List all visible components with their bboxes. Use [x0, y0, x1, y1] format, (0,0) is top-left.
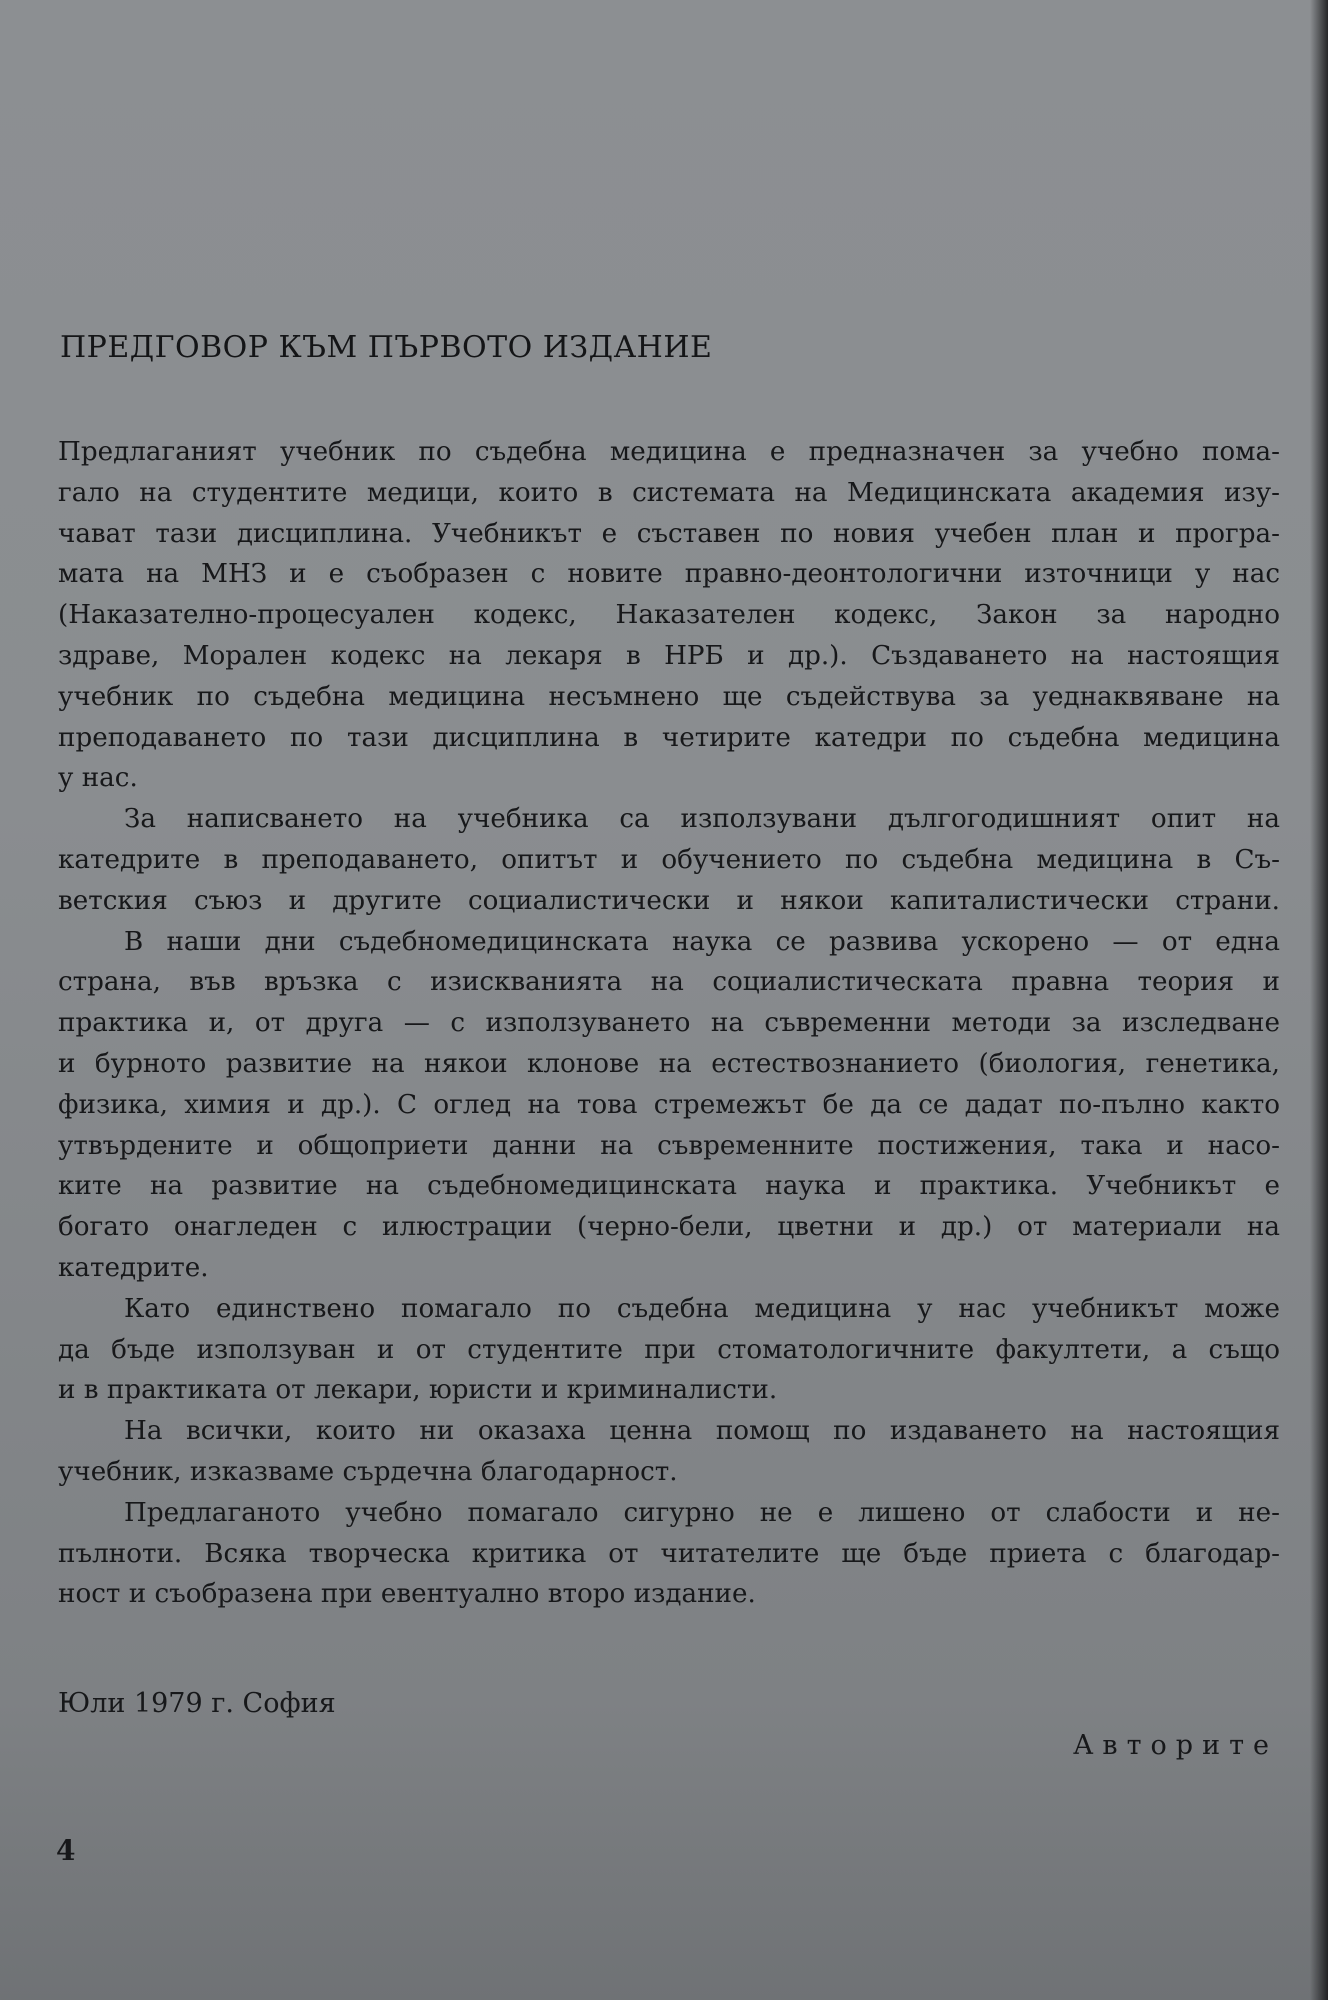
text-line: ност и съобразена при евентуално второ издание. [58, 1579, 756, 1610]
text-line: физика, химия и др.). С оглед на това стремежът бе да се дадат по-пълно както [58, 1089, 1280, 1120]
text-line: ките на развитие на съдебномедицинската наука и практика. Учебникът е [58, 1171, 1280, 1202]
text-line: На всички, които ни оказаха ценна помощ по издаването на настоящия [124, 1416, 1280, 1447]
text-line: утвърдените и общоприети данни на съвременните постижения, така и насо- [58, 1130, 1280, 1161]
page-title: ПРЕДГОВОР КЪМ ПЪРВОТО ИЗДАНИЕ [60, 330, 713, 365]
text-line: пълноти. Всяка творческа критика от читателите ще бъде приета с благодар- [58, 1538, 1280, 1569]
authors-signature: Авторите [1072, 1730, 1278, 1761]
text-line: Като единствено помагало по съдебна медицина у нас учебникът може [124, 1293, 1280, 1324]
text-line: страна, във връзка с изискванията на социалистическата правна теория и [58, 967, 1280, 998]
date-place: Юли 1979 г. София [58, 1688, 336, 1719]
text-line: богато онагледен с илюстрации (черно-бели, цветни и др.) от материали на [58, 1212, 1280, 1243]
text-line: чават тази дисциплина. Учебникът е съставен по новия учебен план и програ- [58, 518, 1280, 549]
text-line: и бурното развитие на някои клонове на естествознанието (биология, генетика, [58, 1048, 1280, 1079]
text-line: ветския съюз и другите социалистически и някои капиталистически страни. [58, 885, 1280, 916]
text-line: В наши дни съдебномедицинската наука се развива ускорено — от една [124, 926, 1280, 957]
text-line: здраве, Морален кодекс на лекаря в НРБ и др.). Създаването на настоящия [58, 640, 1280, 671]
text-line: Предлаганото учебно помагало сигурно не е лишено от слабости и не- [124, 1497, 1280, 1528]
text-line: учебник по съдебна медицина несъмнено ще съдействува за уеднаквяване на [58, 681, 1280, 712]
text-line: практика и, от друга — с използуването на съвременни методи за изследване [58, 1008, 1280, 1039]
text-line: За написването на учебника са използувани дългогодишният опит на [124, 804, 1280, 835]
text-line: катедрите в преподаването, опитът и обучението по съдебна медицина в Съ- [58, 844, 1280, 875]
text-line: (Наказателно-процесуален кодекс, Наказателен кодекс, Закон за народно [58, 600, 1280, 631]
text-line: у нас. [58, 763, 138, 794]
text-line: мата на МНЗ и е съобразен с новите правно-деонтологични източници у нас [58, 559, 1280, 590]
preface-body [58, 432, 1280, 1615]
text-line: учебник, изказваме сърдечна благодарност. [58, 1456, 678, 1487]
text-line: преподаването по тази дисциплина в четирите катедри по съдебна медицина [58, 722, 1280, 753]
text-line: Предлаганият учебник по съдебна медицина е предназначен за учебно пома- [58, 437, 1280, 467]
text-line: и в практиката от лекари, юристи и криминалисти. [58, 1375, 778, 1406]
text-line: гало на студентите медици, които в системата на Медицинската академия изу- [58, 477, 1280, 508]
text-line: да бъде използуван и от студентите при стоматологичните факултети, а също [58, 1334, 1280, 1365]
text-line: катедрите. [58, 1252, 209, 1283]
page-number: 4 [56, 1834, 76, 1867]
